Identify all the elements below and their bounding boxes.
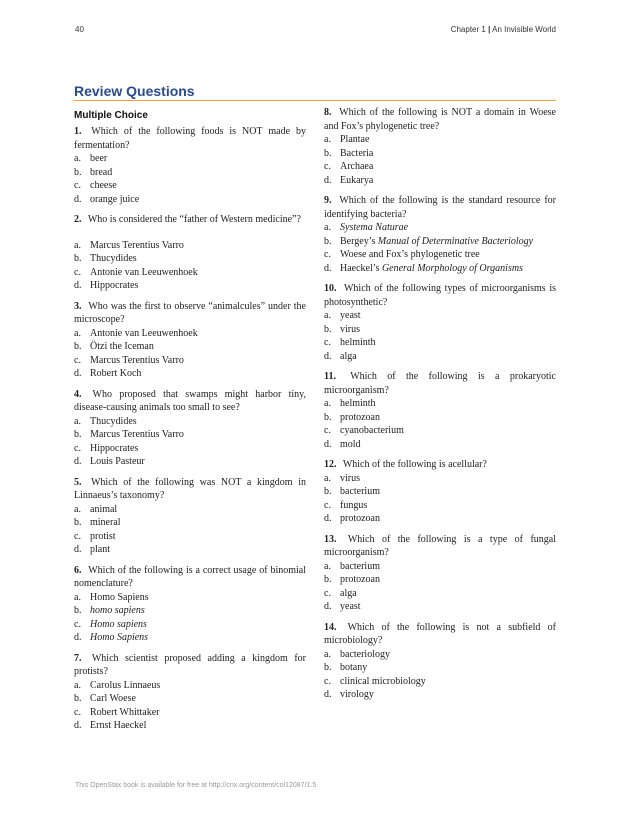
question-number: 7. [74,652,82,664]
option: d. yeast [324,601,361,612]
page-footer: This OpenStax book is available for free at http://cnx.org/content/col12087/1.5 [75,782,317,789]
option: d. Ernst Haeckel [74,720,147,731]
option: b. virus [324,323,360,335]
question-text: 3. Who was the first to observe “animalcules” under the microscope? [74,300,306,325]
option: a. animal [74,503,118,515]
option: c. cheese [74,180,117,191]
option-list [74,152,306,206]
option-list [324,309,556,363]
option: b. homo sapiens [74,605,145,616]
question-number: 10. [324,283,337,294]
option: c. Woese and Fox’s phylogenetic tree [324,249,480,260]
question-10 [324,282,556,363]
question-number: 14. [324,621,337,633]
option: b. protozoan [324,411,380,423]
option: d. Louis Pasteur [74,456,145,467]
question-11 [324,370,556,451]
option: a. bacterium [324,560,380,572]
question-6 [74,564,306,645]
option: a. virus [324,472,360,484]
question-7 [74,652,306,733]
question-text: 12. Which of the following is acellular? [324,459,487,470]
option: a. Antonie van Leeuwenhoek [74,327,198,339]
option: a. Plantae [324,134,370,145]
chapter-label: Chapter 1 [450,25,486,34]
option-list [324,472,556,526]
question-text: 2. Who is considered the “father of Western medicine”? [74,214,301,225]
section-title: Review Questions [74,83,195,99]
question-14 [324,621,556,702]
option: d. Homo Sapiens [74,632,149,643]
question-text: 4. Who proposed that swamps might harbor tiny, disease-causing animals too small to see? [74,388,307,413]
option: a. helminth [324,398,376,409]
option: b. Ötzi the Iceman [74,341,154,352]
option: b. bread [74,166,113,178]
question-number: 12. [324,459,337,470]
option: b. Marcus Terentius Varro [74,429,184,440]
option-list [74,591,306,645]
right-column [324,106,556,702]
option: d. orange juice [74,193,140,205]
option: b. protozoan [324,574,380,585]
option: a. Marcus Terentius Varro [74,239,184,251]
option: c. helminth [324,337,376,348]
left-column [74,125,306,733]
option-list [74,503,306,557]
question-number: 11. [324,371,336,382]
question-text: 5. Which of the following was NOT a kingdom in Linnaeus’s taxonomy? [74,476,306,501]
option: c. Homo sapiens [74,618,147,630]
option: b. Thucydides [74,253,137,264]
option: a. yeast [324,310,361,321]
question-text: 13. Which of the following is a type of fungal microorganism? [324,533,556,558]
option: a. beer [74,153,108,164]
option: d. protozoan [324,513,380,524]
option-list [74,327,306,381]
option: d. Eukarya [324,174,374,186]
option: c. Antonie van Leeuwenhoek [74,266,198,278]
question-number: 1. [74,126,82,137]
question-text: 9. Which of the following is the standard resource for identifying bacteria? [324,195,556,220]
option-list [324,397,556,451]
question-text: 10. Which of the following types of microorganisms is photosynthetic? [324,283,557,308]
question-number: 3. [74,300,82,312]
question-text: 11. Which of the following is a prokaryotic microorganism? [324,371,556,396]
option: b. botany [324,662,368,673]
option: d. alga [324,350,357,362]
question-text: 7. Which scientist proposed adding a kingdom for protists? [74,652,306,677]
question-number: 9. [324,195,332,206]
option-list [324,221,556,275]
option: a. Systema Naturae [324,222,409,233]
question-number: 4. [74,388,82,400]
option: d. Hippocrates [74,280,139,291]
question-text: 14. Which of the following is not a subfield of microbiology? [324,621,556,646]
option: b. mineral [74,517,121,528]
option: d. Robert Koch [74,368,142,379]
option: a. bacteriology [324,648,390,660]
question-4 [74,388,306,469]
option-list [74,679,306,733]
option-list [324,648,556,702]
page-number: 40 [75,25,84,34]
question-number: 6. [74,564,82,576]
option: a. Thucydides [74,415,137,427]
question-number: 8. [324,107,332,118]
option-list [324,560,556,614]
option: d. Haeckel’s General Morphology of Organisms [324,262,523,274]
option: b. Bacteria [324,147,374,159]
question-5 [74,476,306,557]
chapter-title: An Invisible World [492,25,556,34]
question-12 [324,458,556,526]
option: c. cyanobacterium [324,425,404,436]
option: c. Robert Whittaker [74,706,160,718]
question-text: 6. Which of the following is a correct usage of binomial nomenclature? [74,564,306,589]
question-number: 5. [74,476,82,488]
option: d. virology [324,689,374,700]
option: c. alga [324,587,357,599]
subheading: Multiple Choice [74,110,148,121]
section-rule [74,100,556,101]
option-list [324,133,556,187]
option: c. clinical microbiology [324,675,426,687]
question-13 [324,533,556,614]
question-2 [74,213,306,293]
question-8 [324,106,556,187]
question-number: 13. [324,533,337,545]
option: c. Archaea [324,161,374,172]
option: a. Homo Sapiens [74,591,149,603]
option: d. mold [324,438,361,450]
option-list [74,239,306,293]
header-separator: | [488,25,491,34]
option: c. Hippocrates [74,442,139,454]
question-9 [324,194,556,275]
question-text: 8. Which of the following is NOT a domain in Woese and Fox’s phylogenetic tree? [324,107,556,132]
option: c. protist [74,530,116,542]
option: b. Carl Woese [74,693,136,704]
option: d. plant [74,544,110,555]
option: b. Bergey’s Manual of Determinative Bacteriology [324,235,534,247]
question-number: 2. [74,214,82,225]
option: c. fungus [324,499,368,511]
option: b. bacterium [324,486,380,497]
question-1 [74,125,306,206]
option-list [74,415,306,469]
question-text: 1. Which of the following foods is NOT made by fermentation? [74,126,306,151]
option: c. Marcus Terentius Varro [74,354,184,366]
running-header [451,25,556,34]
question-3 [74,300,306,381]
option: a. Carolus Linnaeus [74,679,161,691]
